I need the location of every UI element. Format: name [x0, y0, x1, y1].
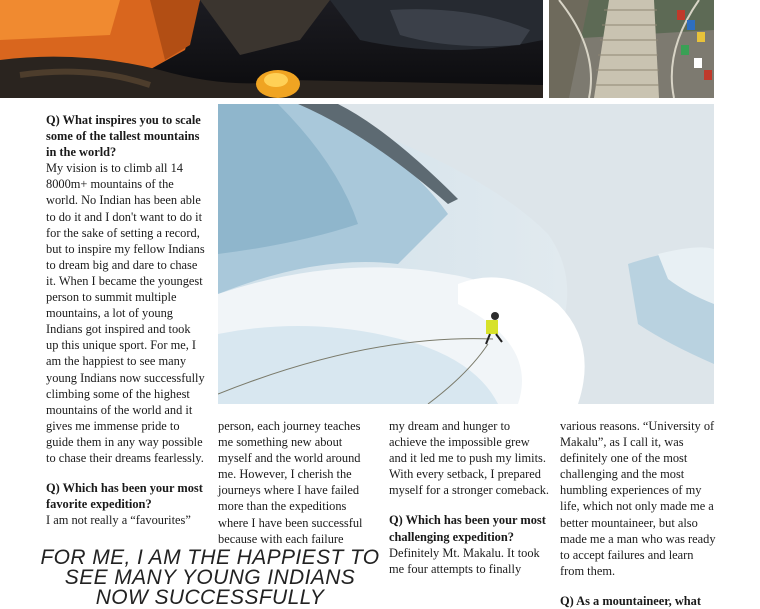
ice-climb-photo [218, 104, 714, 404]
article-column-2 [218, 418, 378, 547]
answer-challenging-expedition: Definitely Mt. Makalu. It took me four attempts to finally [389, 545, 540, 576]
tent-at-night-photo-icon [0, 0, 543, 98]
rope-bridge-photo [549, 0, 714, 98]
article-column-4 [560, 418, 720, 609]
climber-on-icefall-photo-icon [218, 104, 714, 404]
column-2-text: person, each journey teaches me something new about myself and the world around me. However, I cherish the journeys where I have failed more than the expeditions where I have been successful because with each failure [218, 419, 363, 546]
question-challenging-expedition: Q) Which has been your most challenging expedition? [389, 513, 546, 544]
answer-favorite-expedition: I am not really a “favourites” [46, 513, 191, 528]
question-mountaineer: Q) As a mountaineer, what [560, 593, 702, 608]
question-favorite-expedition: Q) Which has been your most favorite expedition? [46, 481, 203, 512]
pull-quote: FOR ME, I AM THE HAPPIEST TO SEE MANY YOUNG INDIANS NOW SUCCESSFULLY [40, 546, 380, 609]
tent-night-photo [0, 0, 543, 98]
answer-inspiration: My vision is to climb all 14 8000m+ mountains of the world. No Indian has been able to do it and I don't want to do it for the sake of setting a record, but to inspire my fellow Indians to dream big and dare to chase it. When I became the youngest person to summit multiple mountains, a lot of young Indians got inspired and took up this unique sport. For me, I am the happiest to see many young Indians now successfully climbing some of the highest mountains of the world and it gives me immense pride to guide them in any way possible to chase their dreams fearlessly. [46, 161, 205, 465]
suspension-bridge-photo-icon [549, 0, 714, 98]
article-column-3 [389, 418, 549, 577]
column-4-text: various reasons. “University of Makalu”, as I call it, was definitely one of the most challenging and the most humbling experiences of my life, which not only made me a better mountaineer, but also made me a man who was ready to accept failures and learn from them. [560, 419, 716, 578]
column-3-text: my dream and hunger to achieve the impossible grew and it led me to push my limits. With every setback, I prepared myself for a stronger comeback. [389, 419, 549, 498]
article-column-1 [46, 112, 206, 528]
question-inspiration: Q) What inspires you to scale some of the tallest mountains in the world? [46, 113, 201, 160]
